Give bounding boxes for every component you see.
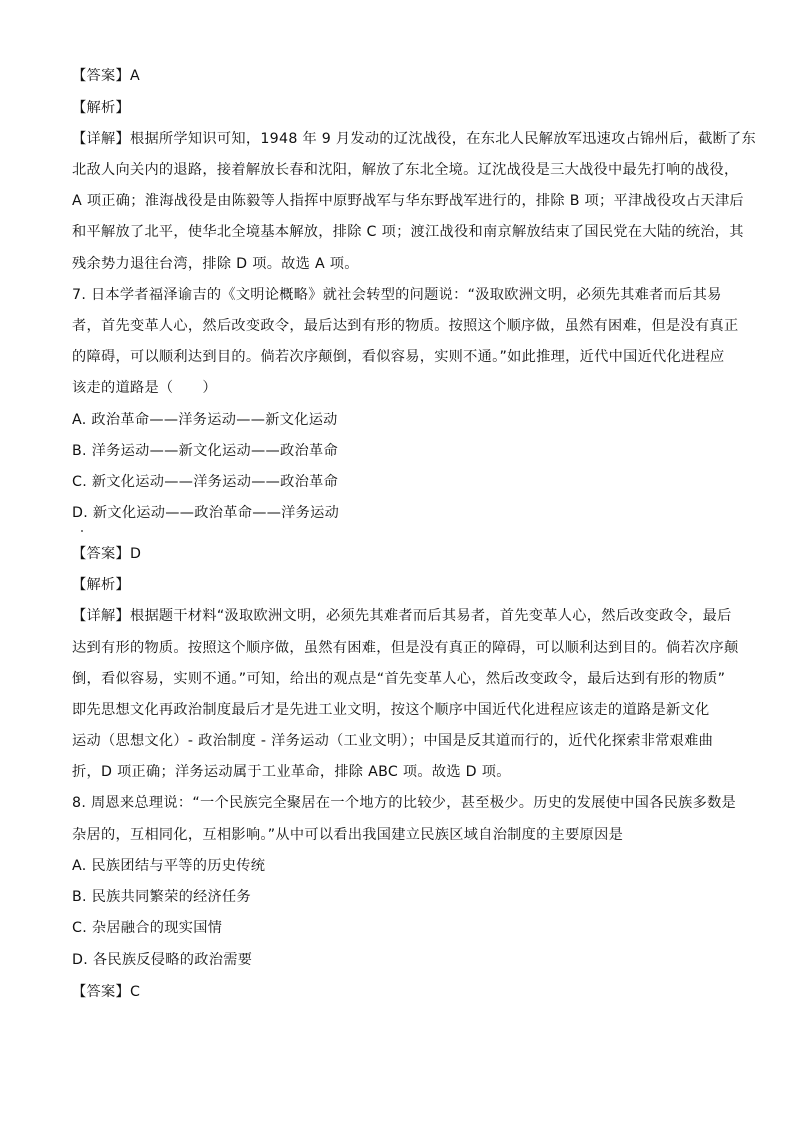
q7-detail-line: 达到有形的物质。按照这个顺序做，虽然有困难，但是没有真正的障碍，可以顺利达到目的。倘若次序颠 — [72, 640, 739, 656]
stray-dot — [81, 530, 83, 532]
q7-option-b: B. 洋务运动——新文化运动——政治革命 — [72, 443, 338, 459]
q6-detail-line: A 项正确；淮海战役是由陈毅等人指挥中原野战军与华东野战军进行的，排除 B 项；平津战役攻占天津后 — [72, 193, 744, 209]
q6-analysis-heading: 【解析】 — [72, 100, 130, 116]
q7-option-d: D. 新文化运动——政治革命——洋务运动 — [72, 505, 340, 521]
q7-analysis-heading: 【解析】 — [72, 577, 130, 593]
q7-stem-line: 的障碍，可以顺利达到目的。倘若次序颠倒，看似容易，实则不通。”如此推理，近代中国近代化进程应 — [72, 349, 725, 365]
q8-answer: 【答案】C — [72, 984, 141, 1000]
q8-option-a: A. 民族团结与平等的历史传统 — [72, 858, 266, 874]
q7-detail-line: 折，D 项正确；洋务运动属于工业革命，排除 ABC 项。故选 D 项。 — [72, 764, 511, 780]
q6-answer: 【答案】A — [72, 68, 140, 84]
q7-detail-line: 运动（思想文化）- 政治制度 - 洋务运动（工业文明）；中国是反其道而行的，近代化探索非常艰难曲 — [72, 733, 714, 749]
q7-detail-line: 倒，看似容易，实则不通。”可知，给出的观点是“首先变革人心，然后改变政令，最后达到有形的物质” — [72, 671, 726, 687]
q7-option-c: C. 新文化运动——洋务运动——政治革命 — [72, 474, 339, 490]
q8-stem-line: 8. 周恩来总理说：“一个民族完全聚居在一个地方的比较少，甚至极少。历史的发展使中国各民族多数是 — [72, 795, 737, 811]
q7-stem-line: 7. 日本学者福泽谕吉的《文明论概略》就社会转型的问题说：“汲取欧洲文明，必须先其难者而后其易 — [72, 287, 722, 303]
q8-option-c: C. 杂居融合的现实国情 — [72, 920, 223, 936]
q8-option-d: D. 各民族反侵略的政治需要 — [72, 952, 253, 968]
q7-stem-line: 该走的道路是（ ） — [72, 380, 217, 396]
q6-detail-line: 残余势力退往台湾，排除 D 项。故选 A 项。 — [72, 256, 359, 272]
q8-stem-line: 杂居的，互相同化，互相影响。”从中可以看出我国建立民族区域自治制度的主要原因是 — [72, 827, 624, 843]
q7-detail-line: 【详解】根据题干材料“汲取欧洲文明，必须先其难者而后其易者，首先变革人心，然后改变政令，最后 — [72, 608, 732, 624]
q7-option-a: A. 政治革命——洋务运动——新文化运动 — [72, 412, 338, 428]
q7-detail-line: 即先思想文化再政治制度最后才是先进工业文明，按这个顺序中国近代化进程应该走的道路是新文化 — [72, 702, 710, 718]
q7-answer: 【答案】D — [72, 546, 142, 562]
q6-detail-line: 北敌人向关内的退路，接着解放长春和沈阳，解放了东北全境。辽沈战役是三大战役中最先打响的战役， — [72, 162, 739, 178]
q6-detail-line: 【详解】根据所学知识可知，1948 年 9 月发动的辽沈战役，在东北人民解放军迅速攻占锦州后，截断了东 — [72, 131, 757, 147]
q7-stem-line: 者，首先变革人心，然后改变政令，最后达到有形的物质。按照这个顺序做，虽然有困难，但是没有真正 — [72, 318, 739, 334]
q6-detail-line: 和平解放了北平，使华北全境基本解放，排除 C 项；渡江战役和南京解放结束了国民党在大陆的统治，其 — [72, 224, 744, 240]
q8-option-b: B. 民族共同繁荣的经济任务 — [72, 889, 252, 905]
